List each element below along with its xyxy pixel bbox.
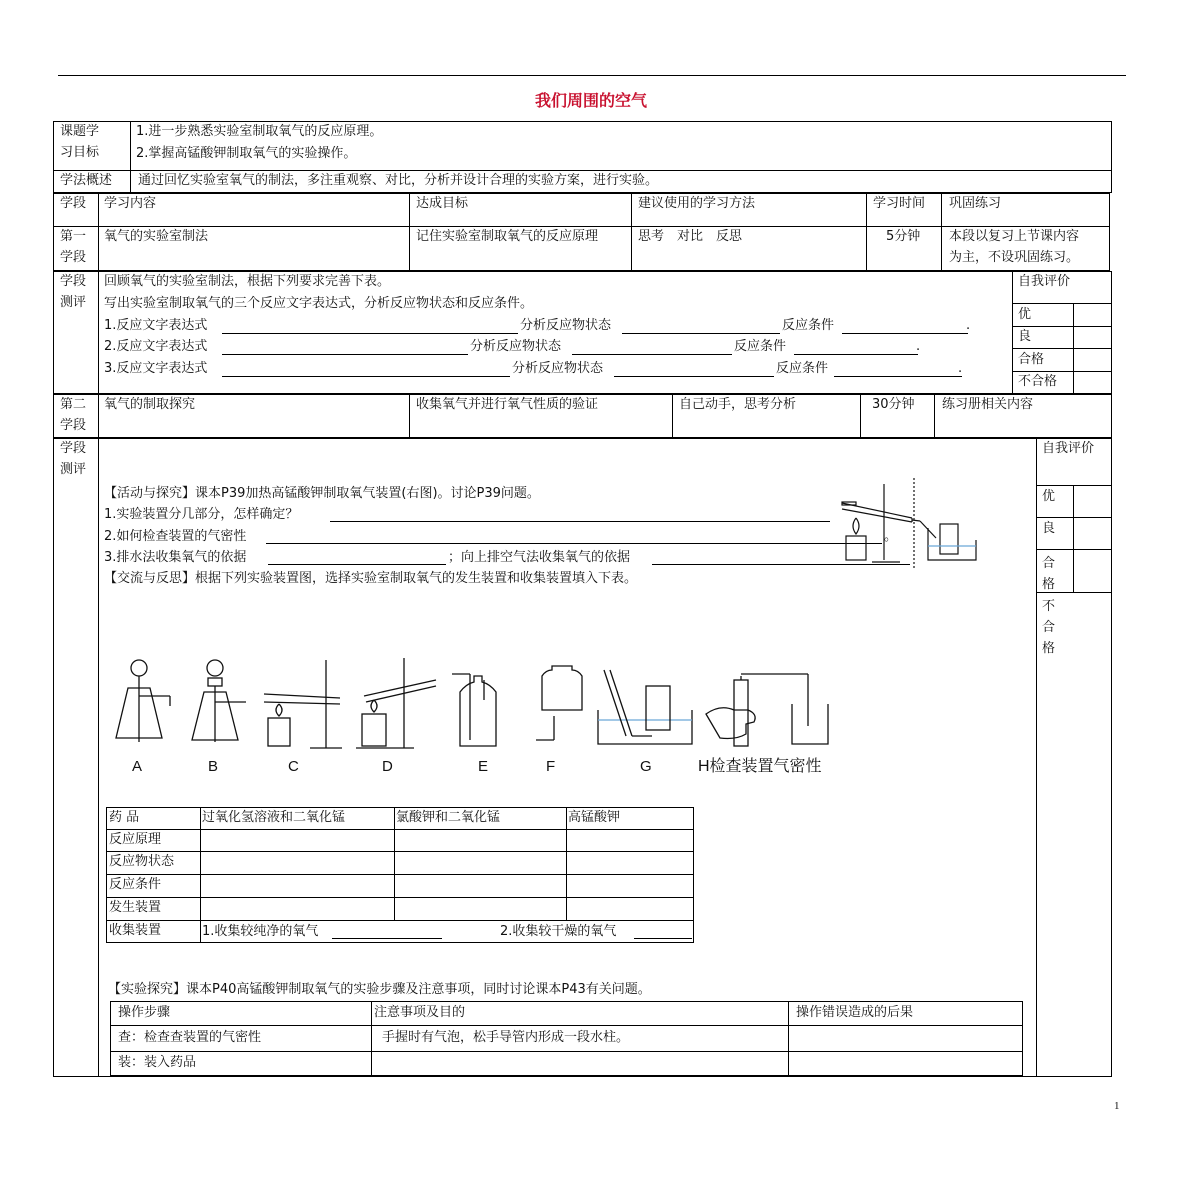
eval1-self-eval: 自我评价: [1018, 274, 1071, 289]
label-b: B: [208, 758, 219, 775]
apparatus-c-icon: [264, 660, 342, 748]
eval2-label-2: 测评: [60, 462, 87, 477]
reagent-header-2: 氯酸钾和二氧化锰: [396, 810, 501, 825]
eval1-row2-blank-c[interactable]: [794, 354, 918, 355]
plan-header-time: 学习时间: [873, 196, 926, 211]
method-text: 通过回忆实验室氧气的制法，多注重观察、对比，分析并设计合理的实验方案，进行实验。: [138, 173, 659, 188]
stage2-practice: 练习册相关内容: [942, 397, 1034, 412]
apparatus-h-icon: [706, 674, 828, 746]
question-2-end: 。: [884, 529, 898, 544]
stage1-label-2: 学段: [60, 250, 87, 265]
label-g: G: [640, 758, 652, 775]
stage2-time: 30分钟: [872, 397, 915, 412]
stage1-method: 思考 对比 反思: [638, 229, 743, 244]
stage1-practice-2: 为主，不设巩固练习。: [949, 250, 1080, 265]
reagent-row-2: 反应物状态: [109, 854, 175, 869]
eval1-row2-blank-a[interactable]: [222, 354, 468, 355]
collect-label: 收集装置: [109, 923, 162, 938]
stage1-practice-1: 本段以复习上节课内容: [949, 229, 1080, 244]
eval1-row3-c: 反应条件: [776, 361, 829, 376]
experiment-intro: 【实验探究】课本P40高锰酸钾制取氧气的实验步骤及注意事项，同时讨论课本P43有关问题。: [108, 982, 651, 997]
reagent-header-1: 过氧化氢溶液和二氧化锰: [202, 810, 346, 825]
plan-header-target: 达成目标: [416, 196, 469, 211]
eval1-grade-1: 优: [1018, 307, 1032, 322]
goal-item-2: 2.掌握高锰酸钾制取氧气的实验操作。: [136, 146, 357, 161]
eval1-row3-blank-b[interactable]: [614, 376, 774, 377]
eval1-row2-end: .: [916, 339, 921, 354]
eval1-label-2: 测评: [60, 295, 87, 310]
apparatus-b-icon: [192, 660, 246, 742]
label-e: E: [478, 758, 489, 775]
collect-option-1: 1.收集较纯净的氧气: [202, 924, 319, 939]
eval1-row3-a: 3.反应文字表达式: [104, 361, 208, 376]
question-2-blank[interactable]: [266, 543, 882, 544]
stage1-target: 记住实验室制取氧气的反应原理: [416, 229, 599, 244]
stage1-content: 氧气的实验室制法: [104, 229, 209, 244]
eval1-row1-blank-b[interactable]: [622, 333, 780, 334]
eval1-row3-blank-a[interactable]: [222, 376, 510, 377]
label-d: D: [382, 758, 393, 775]
experiment-row-1-step: 查：检查查装置的气密性: [118, 1030, 262, 1045]
reagent-row-1: 反应原理: [109, 832, 162, 847]
reagent-header-3: 高锰酸钾: [568, 810, 621, 825]
stage2-label-2: 学段: [60, 418, 87, 433]
eval1-row3-end: .: [958, 361, 963, 376]
plan-header-stage: 学段: [60, 196, 87, 211]
collect-option-1-blank[interactable]: [332, 938, 442, 939]
stage1-label-1: 第一: [60, 229, 87, 244]
method-label: 学法概述: [60, 173, 113, 188]
eval1-label-1: 学段: [60, 274, 87, 289]
eval1-grade-3: 合格: [1018, 352, 1045, 367]
question-1-blank[interactable]: [330, 521, 830, 522]
reagent-row-4: 发生装置: [109, 900, 162, 915]
label-a: A: [132, 758, 143, 775]
eval2-self-eval: 自我评价: [1042, 441, 1095, 456]
apparatus-d-icon: [356, 658, 436, 748]
reflect-text: 【交流与反思】根据下列实验装置图，选择实验室制取氧气的发生装置和收集装置填入下表。: [104, 571, 638, 586]
page-title: 我们周围的空气: [534, 91, 647, 110]
eval1-row1-c: 反应条件: [782, 318, 835, 333]
activity-text: 【活动与探究】课本P39加热高锰酸钾制取氧气装置(右图)。讨论P39问题。: [104, 486, 540, 501]
eval1-row2-c: 反应条件: [734, 339, 787, 354]
eval1-row2-a: 2.反应文字表达式: [104, 339, 208, 354]
experiment-row-1-note: 手握时有气泡，松手导管内形成一段水柱。: [382, 1030, 630, 1045]
plan-header-content: 学习内容: [104, 196, 157, 211]
top-rule: [58, 75, 1126, 76]
question-3a-blank[interactable]: [268, 564, 446, 565]
question-3b: ；向上排空气法收集氧气的依据: [448, 550, 631, 565]
stage2-label-1: 第二: [60, 397, 87, 412]
experiment-row-2-step: 装：装入药品: [118, 1055, 197, 1070]
experiment-header-note: 注意事项及目的: [374, 1005, 466, 1020]
eval1-intro-1: 回顾氧气的实验室制法，根据下列要求完善下表。: [104, 274, 391, 289]
kmno4-apparatus-figure: [836, 478, 982, 568]
eval2-grade-3: 合 格: [1042, 556, 1056, 592]
eval1-intro-2: 写出实验室制取氧气的三个反应文字表达式，分析反应物状态和反应条件。: [104, 296, 534, 311]
eval2-grade-1: 优: [1042, 489, 1056, 504]
eval2-label-1: 学段: [60, 441, 87, 456]
goal-item-1: 1.进一步熟悉实验室制取氧气的反应原理。: [136, 124, 383, 139]
stage1-time: 5分钟: [886, 229, 921, 244]
reagent-row-3: 反应条件: [109, 877, 162, 892]
experiment-header-result: 操作错误造成的后果: [796, 1005, 914, 1020]
eval1-row2-blank-b[interactable]: [572, 354, 732, 355]
label-f: F: [546, 758, 556, 775]
stage2-target: 收集氧气并进行氧气性质的验证: [416, 397, 599, 412]
apparatus-f-icon: [536, 666, 582, 740]
stage2-method: 自己动手，思考分析: [679, 397, 797, 412]
stage2-content: 氧气的制取探究: [104, 397, 196, 412]
label-c: C: [288, 758, 299, 775]
eval1-row1-blank-a[interactable]: [222, 333, 518, 334]
apparatus-figures: [110, 656, 850, 778]
question-1: 1.实验装置分几部分，怎样确定？: [104, 507, 299, 522]
plan-header-method: 建议使用的学习方法: [638, 196, 756, 211]
collect-option-2-blank[interactable]: [634, 938, 692, 939]
eval1-row1-a: 1.反应文字表达式: [104, 318, 208, 333]
plan-header-practice: 巩固练习: [949, 196, 1002, 211]
eval2-grade-4: 不 合 格: [1042, 599, 1056, 656]
goal-label-1: 课题学: [60, 124, 100, 139]
reagent-header-0: 药 品: [109, 810, 140, 825]
eval1-row3-blank-c[interactable]: [834, 376, 962, 377]
question-3a: 3.排水法收集氧气的依据: [104, 550, 247, 565]
label-h: H检查装置气密性: [698, 758, 822, 775]
eval1-row3-b: 分析反应物状态: [512, 361, 604, 376]
eval1-grade-2: 良: [1018, 329, 1032, 344]
question-2: 2.如何检查装置的气密性: [104, 529, 247, 544]
apparatus-e-icon: [452, 674, 496, 746]
goal-label-2: 习目标: [60, 145, 100, 160]
eval1-row1-b: 分析反应物状态: [520, 318, 612, 333]
experiment-header-step: 操作步骤: [118, 1005, 171, 1020]
collect-option-2: 2.收集较干燥的氧气: [500, 924, 617, 939]
eval2-grade-2: 良: [1042, 521, 1056, 536]
reagent-table: [106, 807, 694, 943]
eval1-row2-b: 分析反应物状态: [470, 339, 562, 354]
apparatus-g-icon: [598, 670, 692, 744]
eval1-grade-4: 不合格: [1018, 374, 1058, 389]
eval1-row1-end: .: [966, 318, 971, 333]
eval1-row1-blank-c[interactable]: [842, 333, 968, 334]
apparatus-a-icon: [116, 660, 170, 742]
page-number: 1: [1114, 1100, 1120, 1112]
